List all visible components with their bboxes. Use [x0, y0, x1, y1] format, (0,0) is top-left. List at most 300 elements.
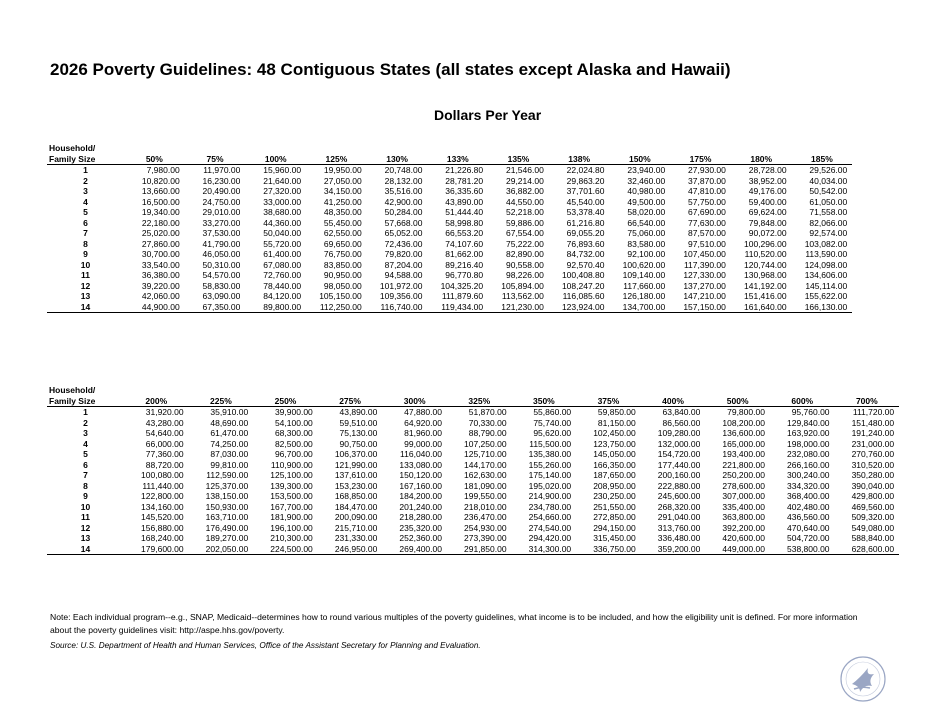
dollar-cell: 175,140.00	[528, 470, 572, 480]
dollar-cell: 37,870.00	[688, 175, 726, 186]
dollar-cell: 29,863.20	[566, 175, 605, 186]
table-2-body	[47, 407, 899, 555]
table-row	[47, 228, 852, 239]
dollar-cell: 155,260.00	[528, 459, 572, 470]
dollar-cell: 111,440.00	[142, 480, 184, 491]
family-size-cell: 6	[83, 459, 88, 470]
dollar-cell: 202,050.00	[189, 544, 254, 555]
table-row	[47, 449, 899, 460]
dollar-cell: 49,500.00	[627, 196, 666, 207]
dollar-cell: 43,280.00	[145, 417, 184, 428]
dollar-cell: 42,900.00	[384, 196, 423, 207]
dollar-cell: 181,090.00	[464, 480, 507, 491]
dollar-cell: 162,630.00	[464, 470, 507, 480]
column-header: 130%	[367, 154, 428, 165]
family-size-cell: 6	[83, 217, 88, 228]
dollar-cell: 504,720.00	[786, 533, 830, 543]
dollar-cell: 43,890.00	[445, 196, 484, 207]
dollar-cell: 54,570.00	[202, 270, 241, 280]
table-row	[47, 270, 852, 281]
dollar-cell: 291,040.00	[657, 512, 701, 522]
dollar-cell: 50,310.00	[202, 259, 241, 270]
dollar-cell: 22,024.80	[566, 165, 605, 175]
dollar-cell: 36,380.00	[141, 270, 180, 280]
dollar-cell: 105,894.00	[501, 280, 544, 291]
table-row	[47, 481, 899, 492]
dollar-cell: 55,860.00	[533, 407, 572, 417]
dollar-cell: 95,620.00	[533, 428, 572, 438]
dollar-cell: 215,710.00	[334, 522, 378, 533]
dollar-cell: 315,450.00	[593, 533, 636, 543]
column-header: 175%	[670, 154, 731, 165]
family-size-cell: 5	[83, 449, 88, 459]
footnote: Note: Each individual program--e.g., SNAP, Medicaid--determines how to round various multiples of the poverty guidelines, what income is to be included, and how the eligibility unit is defined. For more information about the poverty guidelines visit: http://aspe.hhs.gov/poverty.	[50, 612, 858, 635]
dollar-cell: 176,490.00	[205, 522, 249, 533]
column-header: 700%	[835, 396, 900, 407]
family-size-cell: 11	[81, 270, 90, 280]
dollar-cell: 72,760.00	[263, 270, 302, 280]
family-size-cell: 9	[83, 491, 88, 501]
dollar-cell: 230,250.00	[593, 491, 636, 501]
table-row	[47, 523, 899, 534]
dollar-cell: 75,060.00	[627, 228, 666, 238]
dollar-cell: 184,200.00	[399, 491, 442, 501]
table-row	[47, 281, 852, 292]
dollar-cell: 29,010.00	[202, 207, 241, 217]
dollar-cell: 58,020.00	[627, 207, 666, 217]
dollar-cell: 278,600.00	[722, 480, 765, 491]
dollar-cell: 48,690.00	[210, 417, 249, 428]
dollar-cell: 28,132.00	[384, 175, 423, 186]
dollar-cell: 76,893.60	[566, 238, 605, 249]
dollar-cell: 294,420.00	[528, 533, 572, 543]
hhs-seal-icon	[838, 654, 888, 704]
dollar-cell: 130,968.00	[744, 270, 787, 280]
dollar-cell: 34,150.00	[323, 186, 362, 196]
table-row	[47, 218, 852, 229]
dollar-cell: 115,500.00	[529, 438, 572, 449]
family-size-cell: 8	[83, 480, 88, 491]
dollar-cell: 105,150.00	[319, 291, 362, 301]
dollar-cell: 139,300.00	[270, 480, 313, 491]
dollar-cell: 102,450.00	[593, 428, 636, 438]
dollar-cell: 24,750.00	[202, 196, 241, 207]
dollar-cell: 61,470.00	[210, 428, 249, 438]
dollar-cell: 87,030.00	[210, 449, 249, 459]
dollar-cell: 61,216.80	[566, 217, 605, 228]
dollar-cell: 112,590.00	[206, 470, 249, 480]
dollar-cell: 89,800.00	[245, 302, 306, 313]
family-size-cell: 1	[83, 165, 88, 175]
dollar-cell: 157,150.00	[670, 302, 731, 313]
dollar-cell: 75,222.00	[505, 238, 544, 249]
dollar-cell: 208,950.00	[593, 480, 636, 491]
family-size-cell: 10	[80, 259, 91, 270]
column-header: 300%	[382, 396, 447, 407]
dollar-cell: 218,280.00	[399, 512, 442, 522]
dollar-cell: 314,300.00	[512, 544, 577, 555]
dollar-cell: 92,574.00	[809, 228, 848, 238]
dollar-cell: 236,470.00	[464, 512, 507, 522]
dollar-cell: 48,350.00	[323, 207, 362, 217]
dollar-cell: 57,668.00	[384, 217, 423, 228]
dollar-cell: 165,000.00	[722, 438, 765, 449]
column-header: 75%	[185, 154, 246, 165]
dollar-cell: 112,250.00	[306, 302, 367, 313]
family-size-cell: 13	[80, 291, 91, 301]
dollar-cell: 13,660.00	[141, 186, 180, 196]
dollar-cell: 269,400.00	[382, 544, 447, 555]
dollar-cell: 251,550.00	[593, 501, 636, 512]
dollar-cell: 63,840.00	[662, 407, 701, 417]
family-size-cell: 5	[83, 207, 88, 217]
dollar-cell: 200,160.00	[657, 470, 701, 480]
table-row	[47, 428, 899, 439]
dollar-cell: 273,390.00	[464, 533, 507, 543]
dollar-cell: 35,910.00	[210, 407, 249, 417]
dollar-cell: 135,380.00	[528, 449, 572, 459]
dollar-cell: 232,080.00	[786, 449, 830, 459]
dollar-cell: 42,060.00	[141, 291, 180, 301]
dollar-cell: 59,510.00	[339, 417, 378, 428]
dollar-cell: 270,760.00	[851, 449, 895, 459]
dollar-cell: 168,240.00	[141, 533, 184, 543]
dollar-cell: 74,107.60	[445, 238, 484, 249]
dollar-cell: 145,520.00	[141, 512, 184, 522]
dollar-cell: 69,055.20	[566, 228, 605, 238]
dollar-cell: 44,900.00	[124, 302, 185, 313]
family-size-cell: 12	[80, 522, 91, 533]
dollar-cell: 350,280.00	[851, 470, 895, 480]
column-header: 125%	[306, 154, 367, 165]
family-size-cell: 7	[83, 470, 88, 480]
dollar-cell: 125,710.00	[464, 449, 507, 459]
dollar-cell: 69,624.00	[748, 207, 787, 217]
family-size-cell: 13	[80, 533, 91, 543]
dollar-cell: 67,350.00	[185, 302, 246, 313]
table-row	[47, 197, 852, 208]
dollar-cell: 109,356.00	[379, 291, 423, 301]
table-row	[47, 239, 852, 250]
dollar-cell: 117,660.00	[623, 280, 666, 291]
dollar-cell: 19,950.00	[323, 165, 362, 175]
dollar-cell: 43,890.00	[339, 407, 378, 417]
table-row	[47, 249, 852, 260]
dollar-cell: 111,720.00	[852, 407, 895, 417]
dollar-cell: 224,500.00	[253, 544, 318, 555]
table-row	[47, 533, 899, 544]
dollar-cell: 359,200.00	[641, 544, 706, 555]
family-size-cell: 2	[83, 175, 88, 186]
dollar-cell: 274,540.00	[528, 522, 572, 533]
dollar-cell: 21,640.00	[263, 175, 302, 186]
dollar-cell: 99,810.00	[210, 459, 249, 470]
dollar-cell: 272,850.00	[593, 512, 636, 522]
dollar-cell: 77,360.00	[145, 449, 184, 459]
table-row	[47, 418, 899, 429]
column-header: 133%	[427, 154, 488, 165]
family-size-cell: 3	[83, 186, 88, 196]
dollar-cell: 109,140.00	[622, 270, 666, 280]
dollar-cell: 268,320.00	[657, 501, 701, 512]
dollar-cell: 310,520.00	[851, 459, 895, 470]
dollar-cell: 83,580.00	[627, 238, 666, 249]
dollar-cell: 231,330.00	[334, 533, 378, 543]
dollar-cell: 37,530.00	[202, 228, 241, 238]
dollar-cell: 33,270.00	[202, 217, 241, 228]
dollar-cell: 167,700.00	[270, 501, 313, 512]
table-row	[47, 260, 852, 271]
dollar-cell: 75,740.00	[533, 417, 572, 428]
dollar-cell: 110,900.00	[270, 459, 313, 470]
dollar-cell: 222,880.00	[657, 480, 701, 491]
dollar-cell: 36,335.60	[445, 186, 484, 196]
dollar-cell: 62,550.00	[323, 228, 362, 238]
dollar-cell: 90,750.00	[339, 438, 378, 449]
dollar-cell: 40,980.00	[627, 186, 666, 196]
dollar-cell: 100,296.00	[744, 238, 787, 249]
column-header: 50%	[124, 154, 185, 165]
dollar-cell: 46,050.00	[202, 249, 241, 259]
dollar-cell: 108,200.00	[722, 417, 765, 428]
dollar-cell: 363,800.00	[722, 512, 765, 522]
dollar-cell: 436,560.00	[786, 512, 830, 522]
dollar-cell: 47,810.00	[688, 186, 726, 196]
dollar-cell: 15,960.00	[263, 165, 302, 175]
table-row	[47, 491, 899, 502]
dollar-cell: 100,620.00	[622, 259, 666, 270]
dollar-cell: 59,850.00	[597, 407, 636, 417]
dollar-cell: 50,542.00	[809, 186, 848, 196]
dollar-cell: 133,080.00	[399, 459, 442, 470]
dollar-cell: 221,800.00	[722, 459, 765, 470]
dollar-cell: 181,900.00	[270, 512, 313, 522]
dollar-cell: 214,900.00	[528, 491, 572, 501]
family-size-cell: 14	[47, 544, 124, 555]
dollar-cell: 144,170.00	[464, 459, 507, 470]
dollar-cell: 38,952.00	[748, 175, 787, 186]
dollar-cell: 103,082.00	[804, 238, 848, 249]
column-header: 375%	[576, 396, 641, 407]
dollar-cell: 29,526.00	[809, 165, 848, 175]
dollar-cell: 116,040.00	[400, 449, 442, 459]
dollar-cell: 168,850.00	[334, 491, 378, 501]
dollar-cell: 166,130.00	[792, 302, 853, 313]
dollar-cell: 121,230.00	[488, 302, 549, 313]
family-size-cell: 9	[83, 249, 88, 259]
dollar-cell: 177,440.00	[657, 459, 701, 470]
dollar-cell: 88,720.00	[145, 459, 184, 470]
dollar-cell: 196,100.00	[270, 522, 313, 533]
dollar-cell: 107,450.00	[683, 249, 726, 259]
dollar-cell: 235,320.00	[399, 522, 442, 533]
table-1-body	[47, 165, 852, 313]
dollar-cell: 64,920.00	[404, 417, 442, 428]
dollar-cell: 300,240.00	[786, 470, 830, 480]
table-row	[47, 302, 852, 313]
dollar-cell: 429,800.00	[851, 491, 895, 501]
dollar-cell: 336,480.00	[657, 533, 701, 543]
dollar-cell: 210,300.00	[270, 533, 313, 543]
dollar-cell: 116,085.60	[562, 291, 605, 301]
family-size-cell: 1	[83, 407, 88, 417]
dollar-cell: 191,240.00	[851, 428, 895, 438]
dollar-cell: 254,930.00	[464, 522, 507, 533]
family-size-cell: 14	[47, 302, 124, 313]
dollar-cell: 57,750.00	[688, 196, 726, 207]
dollar-cell: 84,120.00	[263, 291, 302, 301]
dollar-cell: 90,950.00	[323, 270, 362, 280]
column-header: 325%	[447, 396, 512, 407]
dollar-cell: 469,560.00	[851, 501, 895, 512]
dollar-cell: 61,400.00	[263, 249, 302, 259]
dollar-cell: 35,516.00	[384, 186, 423, 196]
household-header-line2: Family Size	[47, 396, 124, 407]
table-row	[47, 407, 899, 418]
dollar-cell: 108,247.20	[561, 280, 605, 291]
dollar-cell: 39,900.00	[274, 407, 313, 417]
dollar-cell: 66,540.00	[627, 217, 666, 228]
dollar-cell: 50,040.00	[263, 228, 302, 238]
dollar-cell: 201,240.00	[399, 501, 442, 512]
dollar-cell: 266,160.00	[786, 459, 830, 470]
dollar-cell: 200,090.00	[334, 512, 378, 522]
dollar-cell: 449,000.00	[705, 544, 770, 555]
dollar-cell: 76,750.00	[323, 249, 362, 259]
dollar-cell: 96,700.00	[274, 449, 313, 459]
dollar-cell: 36,882.00	[505, 186, 544, 196]
dollar-cell: 104,325.20	[440, 280, 484, 291]
dollar-cell: 125,370.00	[205, 480, 249, 491]
column-header: 185%	[792, 154, 853, 165]
dollar-cell: 50,284.00	[384, 207, 423, 217]
dollar-cell: 184,470.00	[334, 501, 378, 512]
dollar-cell: 113,562.00	[501, 291, 544, 301]
dollar-cell: 92,570.40	[566, 259, 605, 270]
dollar-cell: 55,720.00	[263, 238, 302, 249]
dollar-cell: 69,650.00	[323, 238, 362, 249]
dollar-cell: 231,000.00	[851, 438, 895, 449]
family-size-cell: 10	[80, 501, 91, 512]
dollar-cell: 124,098.00	[804, 259, 848, 270]
dollar-cell: 156,880.00	[141, 522, 184, 533]
dollar-cell: 150,930.00	[205, 501, 249, 512]
dollar-cell: 155,622.00	[804, 291, 848, 301]
dollar-cell: 21,226.80	[445, 165, 484, 175]
dollar-cell: 65,052.00	[384, 228, 423, 238]
dollar-cell: 100,080.00	[141, 470, 184, 480]
dollar-cell: 150,120.00	[399, 470, 442, 480]
dollar-cell: 83,850.00	[323, 259, 362, 270]
dollar-cell: 27,860.00	[141, 238, 180, 249]
dollar-cell: 59,886.00	[505, 217, 544, 228]
dollar-cell: 163,920.00	[786, 428, 830, 438]
dollar-cell: 54,100.00	[274, 417, 313, 428]
dollar-cell: 68,300.00	[274, 428, 313, 438]
dollar-cell: 82,066.00	[809, 217, 848, 228]
dollar-cell: 51,870.00	[468, 407, 507, 417]
dollar-cell: 138,150.00	[205, 491, 249, 501]
dollar-cell: 145,050.00	[593, 449, 636, 459]
dollar-cell: 109,280.00	[657, 428, 701, 438]
dollar-cell: 291,850.00	[447, 544, 512, 555]
dollar-cell: 106,370.00	[334, 449, 378, 459]
dollar-cell: 420,600.00	[722, 533, 765, 543]
household-header-line2: Family Size	[47, 154, 124, 165]
family-size-cell: 2	[83, 417, 88, 428]
page-title: 2026 Poverty Guidelines: 48 Contiguous States (all states except Alaska and Hawaii)	[50, 60, 731, 79]
dollar-cell: 153,500.00	[270, 491, 313, 501]
dollar-cell: 126,180.00	[622, 291, 666, 301]
dollar-cell: 116,740.00	[367, 302, 428, 313]
dollar-cell: 44,550.00	[505, 196, 544, 207]
dollar-cell: 81,150.00	[597, 417, 636, 428]
dollar-cell: 111,879.60	[441, 291, 484, 301]
dollar-cell: 334,320.00	[786, 480, 830, 491]
dollar-cell: 51,444.40	[445, 207, 484, 217]
dollar-cell: 77,630.00	[688, 217, 726, 228]
dollar-cell: 27,930.00	[688, 165, 726, 175]
dollar-cell: 123,750.00	[593, 438, 636, 449]
column-header: 225%	[189, 396, 254, 407]
dollar-cell: 90,558.00	[505, 259, 544, 270]
dollar-cell: 37,701.60	[566, 186, 605, 196]
dollar-cell: 99,000.00	[404, 438, 442, 449]
page-subtitle: Dollars Per Year	[434, 107, 542, 123]
dollar-cell: 49,176.00	[748, 186, 787, 196]
dollar-cell: 79,820.00	[384, 249, 423, 259]
column-header: 180%	[731, 154, 792, 165]
family-size-cell: 8	[83, 238, 88, 249]
dollar-cell: 74,250.00	[210, 438, 249, 449]
dollar-cell: 86,560.00	[662, 417, 701, 428]
dollar-cell: 75,130.00	[339, 428, 378, 438]
dollar-cell: 58,998.80	[445, 217, 484, 228]
dollar-cell: 30,700.00	[141, 249, 180, 259]
dollar-cell: 470,640.00	[786, 522, 830, 533]
dollar-cell: 307,000.00	[722, 491, 765, 501]
dollar-cell: 79,848.00	[748, 217, 787, 228]
poverty-table-2	[47, 385, 899, 555]
dollar-cell: 121,990.00	[334, 459, 378, 470]
dollar-cell: 117,390.00	[683, 259, 726, 270]
dollar-cell: 32,460.00	[627, 175, 666, 186]
dollar-cell: 7,980.00	[146, 165, 180, 175]
dollar-cell: 47,880.00	[404, 407, 442, 417]
dollar-cell: 67,690.00	[688, 207, 726, 217]
dollar-cell: 335,400.00	[722, 501, 765, 512]
dollar-cell: 90,072.00	[748, 228, 787, 238]
dollar-cell: 41,250.00	[323, 196, 362, 207]
dollar-cell: 70,330.00	[468, 417, 507, 428]
dollar-cell: 10,820.00	[141, 175, 180, 186]
dollar-cell: 67,554.00	[505, 228, 544, 238]
dollar-cell: 52,218.00	[505, 207, 544, 217]
dollar-cell: 122,800.00	[141, 491, 184, 501]
source-note: Source: U.S. Department of Health and Human Services, Office of the Assistant Secretary for Planning and Evaluation.	[50, 641, 481, 650]
dollar-cell: 79,800.00	[727, 407, 765, 417]
dollar-cell: 81,662.00	[445, 249, 484, 259]
dollar-cell: 87,204.00	[384, 259, 423, 270]
dollar-cell: 113,590.00	[805, 249, 848, 259]
dollar-cell: 137,270.00	[683, 280, 726, 291]
dollar-cell: 538,800.00	[770, 544, 835, 555]
poverty-table-1	[47, 143, 852, 313]
dollar-cell: 20,490.00	[202, 186, 241, 196]
column-header: 100%	[245, 154, 306, 165]
dollar-cell: 98,050.00	[323, 280, 362, 291]
dollar-cell: 67,080.00	[263, 259, 302, 270]
